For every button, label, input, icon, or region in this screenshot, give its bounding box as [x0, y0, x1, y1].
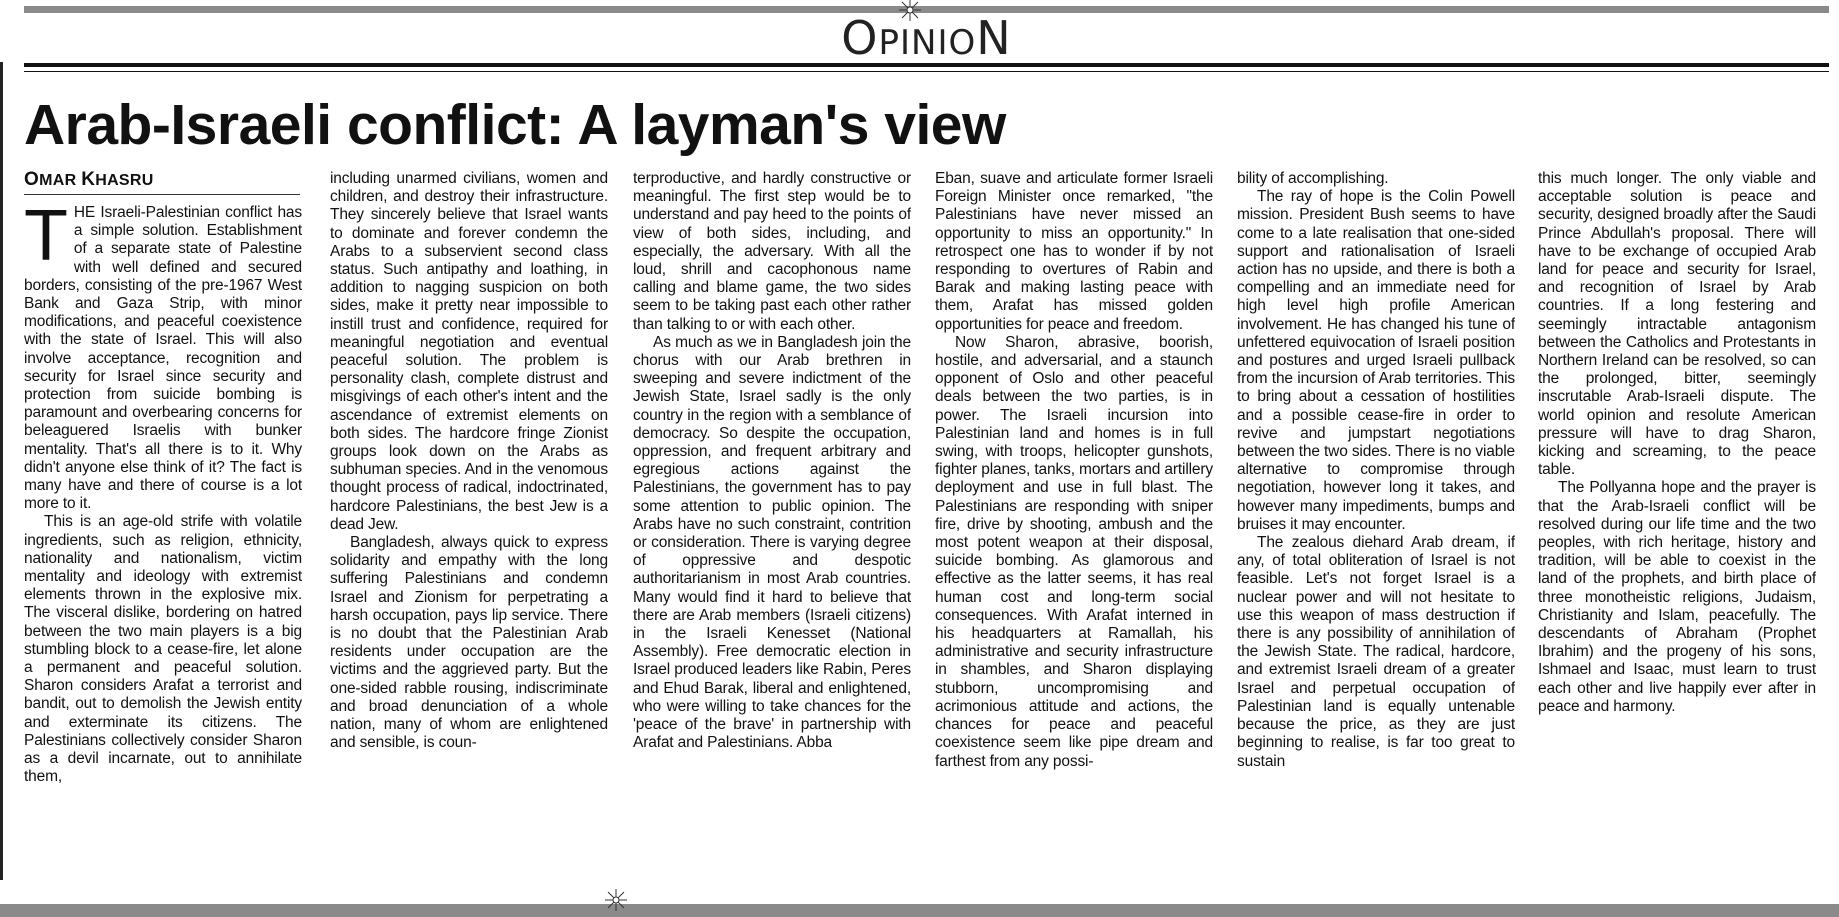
article-column-2 [330, 170, 608, 890]
paragraph: Eban, suave and articulate former Israeli Foreign Minister once remarked, "the Palestinians have never missed an opportunity to miss an opportunity." In retrospect one has to wonder if by not responding to overtures of Rabin and Barak and making lasting peace with them, Arafat has missed golden opportunities for peace and freedom. [935, 170, 1213, 333]
article-column-5 [1237, 170, 1515, 890]
paragraph: terproductive, and hardly constructive or meaningful. The first step would be to understand and pay heed to the points of view of both sides, including, and especially, the adversary. With all the loud, shrill and cacophonous name calling and blame game, the two sides seem to be taking past each other rather than talking to or with each other. [633, 170, 911, 333]
paragraph: this much longer. The only viable and acceptable solution is peace and security, designed broadly after the Saudi Prince Abdullah's proposal. There will have to be exchange of occupied Arab land for peace and security for Israel, and recognition of Israel by Arab countries. If a long festering and seemingly intractable antagonism between the Catholics and Protestants in Northern Ireland can be resolved, so can the prolonged, bitter, seemingly inscrutable Arab-Israeli dispute. The world opinion and resolute American pressure will have to drag Sharon, kicking and screaming, to the peace table. [1538, 170, 1816, 479]
article-column-1 [24, 204, 302, 890]
star-ornament-icon [604, 888, 628, 912]
drop-cap: T [24, 204, 68, 276]
section-divider-thin [24, 71, 1829, 72]
section-title-last-letter: N [976, 11, 1012, 65]
section-divider [24, 63, 1829, 71]
headline: Arab-Israeli conflict: A layman's view [24, 93, 1006, 157]
paragraph: including unarmed civilians, women and children, and destroy their infrastructure. They sincerely believe that Israel wants to dominate and forever condemn the Arabs to a subservient second class status. Such antipathy and loathing, in addition to nagging suspicion on both sides, make it pretty near impossible to instill trust and confidence, required for meaningful negotiation and eventual peaceful solution. The problem is personality clash, complete distrust and misgivings of each other's intent and the ascendance of extremist elements on both sides. The hardcore fringe Zionist groups look down on the Arabs as subhuman species. And in the venomous thought process of radical, indoctrinated, hardcore Palestinians, the best Jew is a dead Jew. [330, 170, 608, 533]
byline: OMAR KHASRU [24, 170, 300, 195]
paragraph: The Pollyanna hope and the prayer is that the Arab-Israeli conflict will be resolved during our life time and the two peoples, with rich heritage, history and tradition, will be able to coexist in the land of the prophets, and birth place of three monotheistic religions, Judaism, Christianity and Islam, peacefully. The descendants of Abraham (Prophet Ibrahim) and the progeny of his sons, Ishmael and Isaac, must learn to trust each other and live happily ever after in peace and harmony. [1538, 479, 1816, 715]
paragraph: Bangladesh, always quick to express solidarity and empathy with the long suffering Palestinians and condemn Israel and Zionism for perpetrating a harsh occupation, pays lip service. There is no doubt that the Palestinian Arab residents under occupation are the victims and the aggrieved party. But the one-sided rabble rousing, indiscriminate and broad denunciation of a whole nation, many of whom are enlightened and sensible, is coun- [330, 534, 608, 752]
section-title [24, 11, 1829, 65]
paragraph: The zealous diehard Arab dream, if any, of total obliteration of Israel is not feasible. Let's not forget Israel is a nuclear power and will not hesitate to use this weapon of mass destruction if there is any possibility of annihilation of the Jewish State. The radical, hardcore, and extremist Israeli dream of a greater Israel and perpetual occupation of Palestinian land is equally untenable because the price, as they are just beginning to realise, is far too great to sustain [1237, 534, 1515, 770]
article-column-3 [633, 170, 911, 890]
section-title-first-letter: O [841, 11, 879, 65]
top-rule [24, 6, 1829, 13]
section-title-middle: PINIO [878, 23, 977, 63]
paragraph: This is an age-old strife with volatile ingredients, such as religion, ethnicity, nationality and nationalism, victim mentality and ideology with extremist elements thrown in the explosive mix. The visceral dislike, bordering on hatred between the two main players is a big stumbling block to a cease-fire, let alone a permanent and peaceful solution. Sharon considers Arafat a terrorist and bandit, out to demolish the Jewish entity and exterminate its citizens. The Palestinians collectively consider Sharon as a devil incarnate, out to annihilate them, [24, 513, 302, 786]
bottom-rule [0, 904, 1839, 917]
paragraph: Now Sharon, abrasive, boorish, hostile, and adversarial, and a staunch opponent of Oslo and other peaceful deals between the two parties, is in power. The Israeli incursion into Palestinian land and homes is in full swing, with troops, helicopter gunshots, fighter planes, tanks, mortars and artillery deployment and use in full blast. The Palestinians are responding with sniper fire, drive by shooting, ambush and the most potent weapon at their disposal, suicide bombing. As glamorous and effective as the latter seems, it has real human cost and long-term social consequences. With Arafat interned in his headquarters at Ramallah, his administrative and security infrastructure in shambles, and Sharon displaying stubborn, uncompromising and acrimonious attitude and actions, the chances for peace and peaceful coexistence seem like pipe dream and farthest from any possi- [935, 333, 1213, 770]
paragraph: THE Israeli-Palestinian conflict has a simple solution. Establishment of a separate state of Palestine with well defined and secured borders, consisting of the pre-1967 West Bank and Gaza Strip, with minor modifications, and peaceful coexistence with the state of Israel. This will also involve acceptance, recognition and security for Israel since security and protection from suicide bombing is paramount and overbearing concerns for beleaguered Israelis with bunker mentality. That's all there is to it. Why didn't anyone else think of it? The fact is many have and there of course is a lot more to it. [24, 204, 302, 513]
article-column-6 [1538, 170, 1816, 890]
article-column-4 [935, 170, 1213, 890]
paragraph: The ray of hope is the Colin Powell mission. President Bush seems to have come to a late realisation that one-sided support and rationalisation of Israeli action has no upside, and there is both a compelling and an immediate need for high level high profile American involvement. He has changed his tune of unfettered equivocation of Israeli position and postures and urged Israeli pullback from the incursion of Arab territories. This to bring about a cessation of hostilities and a possible cease-fire in order to revive and jumpstart negotiations between the two sides. There is no viable alternative to compromise through negotiation, however long it takes, and however many impediments, bumps and bruises it may encounter. [1237, 188, 1515, 533]
left-column-rule [0, 62, 3, 880]
paragraph: As much as we in Bangladesh join the chorus with our Arab brethren in sweeping and severe indictment of the Jewish State, Israel sadly is the only country in the region with a semblance of democracy. So despite the occupation, oppression, and frequent arbitrary and egregious actions against the Palestinians, the government has to pay some attention to public opinion. The Arabs have no such constraint, contrition or consideration. There is varying degree of oppressive and despotic authoritarianism in most Arab countries. Many would find it hard to believe that there are Arab members (Israeli citizens) in the Israeli Kenesset (National Assembly). Free democratic election in Israel produced leaders like Rabin, Peres and Ehud Barak, liberal and enlightened, who were willing to take chances for the 'peace of the brave' in partnership with Arafat and Palestinians. Abba [633, 333, 911, 752]
paragraph: bility of accomplishing. [1237, 170, 1389, 187]
